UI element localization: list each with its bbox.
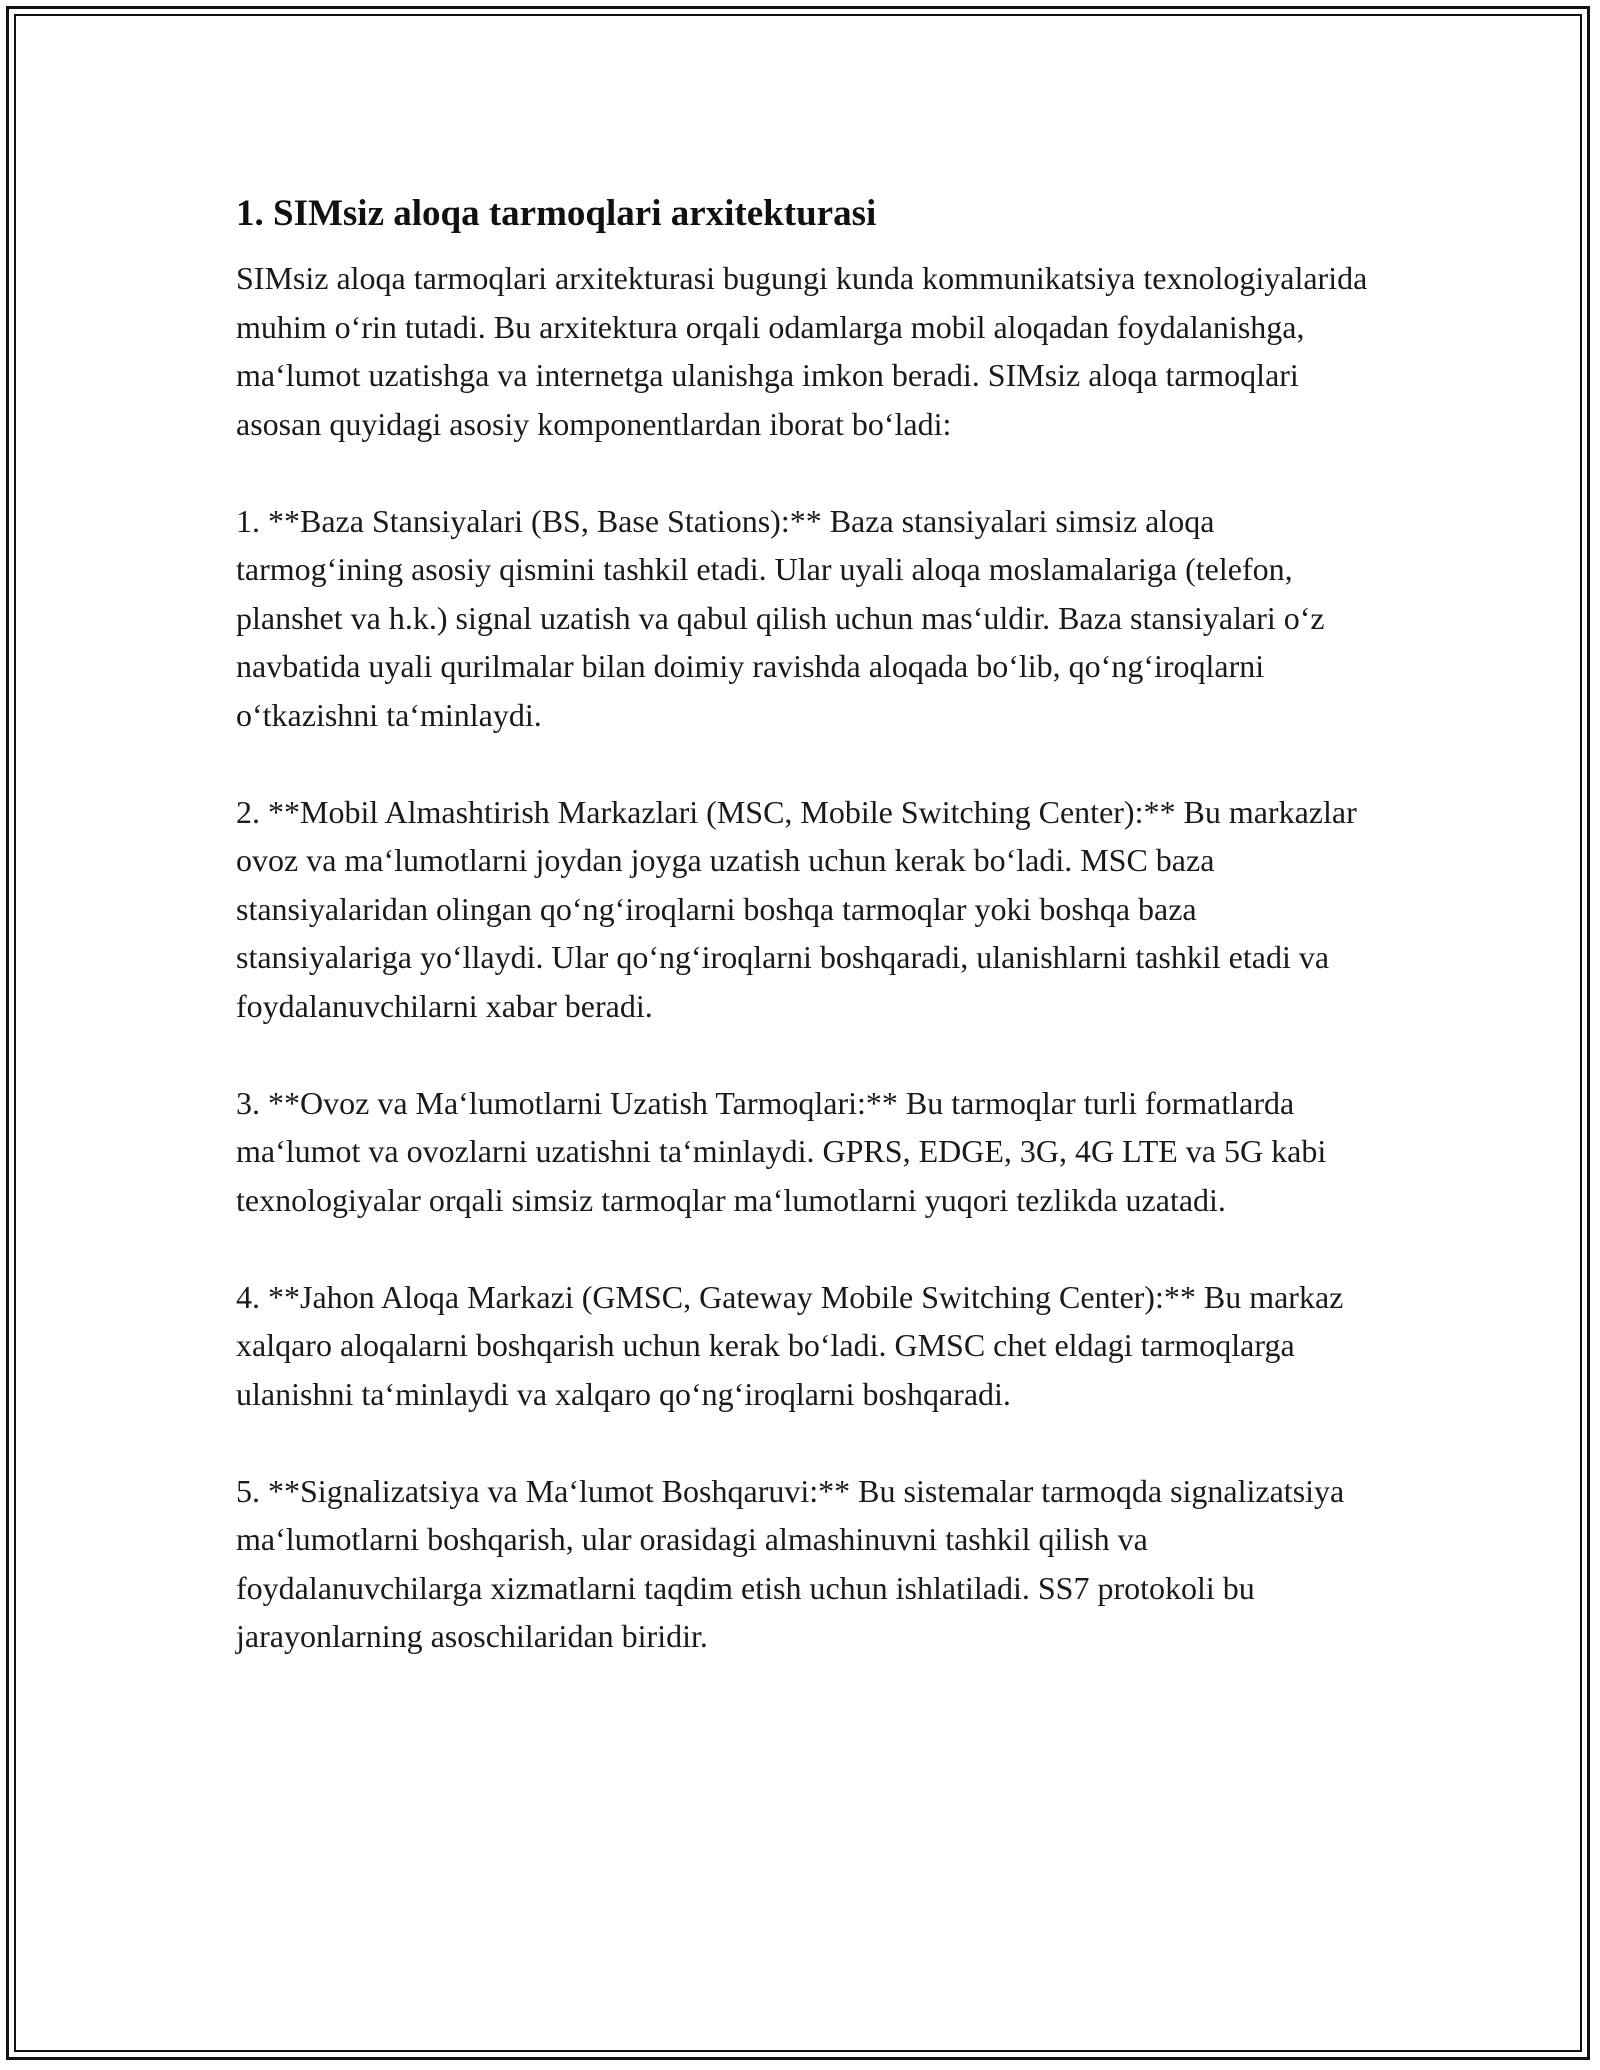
paragraph-gmsc: 4. **Jahon Aloqa Markazi (GMSC, Gateway Mobile Switching Center):** Bu markaz xalqaro aloqalarni boshqarish uchun kerak bo‘ladi. GMSC chet eldagi tarmoqlarga ulanishni ta‘minlaydi va xalqaro qo‘ng‘iroqlarni boshqaradi. xyxy=(236,1278,1344,1412)
paragraph-data-networks: 3. **Ovoz va Ma‘lumotlarni Uzatish Tarmoqlari:** Bu tarmoqlar turli formatlarda ma‘lumot va ovozlarni uzatishni ta‘minlaydi. GPRS, EDGE, 3G, 4G LTE va 5G kabi texnologiyalar orqali simsiz tarmoqlar ma‘lumotlarni yuqori tezlikda uzatadi. xyxy=(236,1084,1327,1218)
paragraph-base-stations: 1. **Baza Stansiyalari (BS, Base Stations):** Baza stansiyalari simsiz aloqa tarmog‘ining asosiy qismini tashkil etadi. Ular uyali aloqa moslamalariga (telefon, planshet va h.k.) signal uzatish va qabul qilish uchun mas‘uldir. Baza stansiyalari o‘z navbatida uyali qurilmalar bilan doimiy ravishda aloqada bo‘lib, qo‘ng‘iroqlarni o‘tkazishni ta‘minlaydi. xyxy=(236,502,1325,733)
paragraph-msc: 2. **Mobil Almashtirish Markazlari (MSC, Mobile Switching Center):** Bu markazlar ovoz va ma‘lumotlarni joydan joyga uzatish uchun kerak bo‘ladi. MSC baza stansiyalaridan olingan qo‘ng‘iroqlarni boshqa tarmoqlar yoki boshqa baza stansiyalariga yo‘llaydi. Ular qo‘ng‘iroqlarni boshqaradi, ulanishlarni tashkil etadi va foydalanuvchilarni xabar beradi. xyxy=(236,793,1357,1024)
document-body xyxy=(236,188,1376,1709)
document-title: 1. SIMsiz aloqa tarmoqlari arxitekturasi xyxy=(236,193,877,234)
paragraph-signaling: 5. **Signalizatsiya va Ma‘lumot Boshqaruvi:** Bu sistemalar tarmoqda signalizatsiya ma‘lumotlarni boshqarish, ular orasidagi almashinuvni tashkil qilish va foydalanuvchilarga xizmatlarni taqdim etish uchun ishlatiladi. SS7 protokoli bu jarayonlarning asoschilaridan biridir. xyxy=(236,1472,1345,1654)
intro-paragraph: SIMsiz aloqa tarmoqlari arxitekturasi bugungi kunda kommunikatsiya texnologiyalarida muhim o‘rin tutadi. Bu arxitektura orqali odamlarga mobil aloqadan foydalanishga, ma‘lumot uzatishga va internetga ulanishga imkon beradi. SIMsiz aloqa tarmoqlari asosan quyidagi asosiy komponentlardan iborat bo‘ladi: xyxy=(236,260,1368,442)
